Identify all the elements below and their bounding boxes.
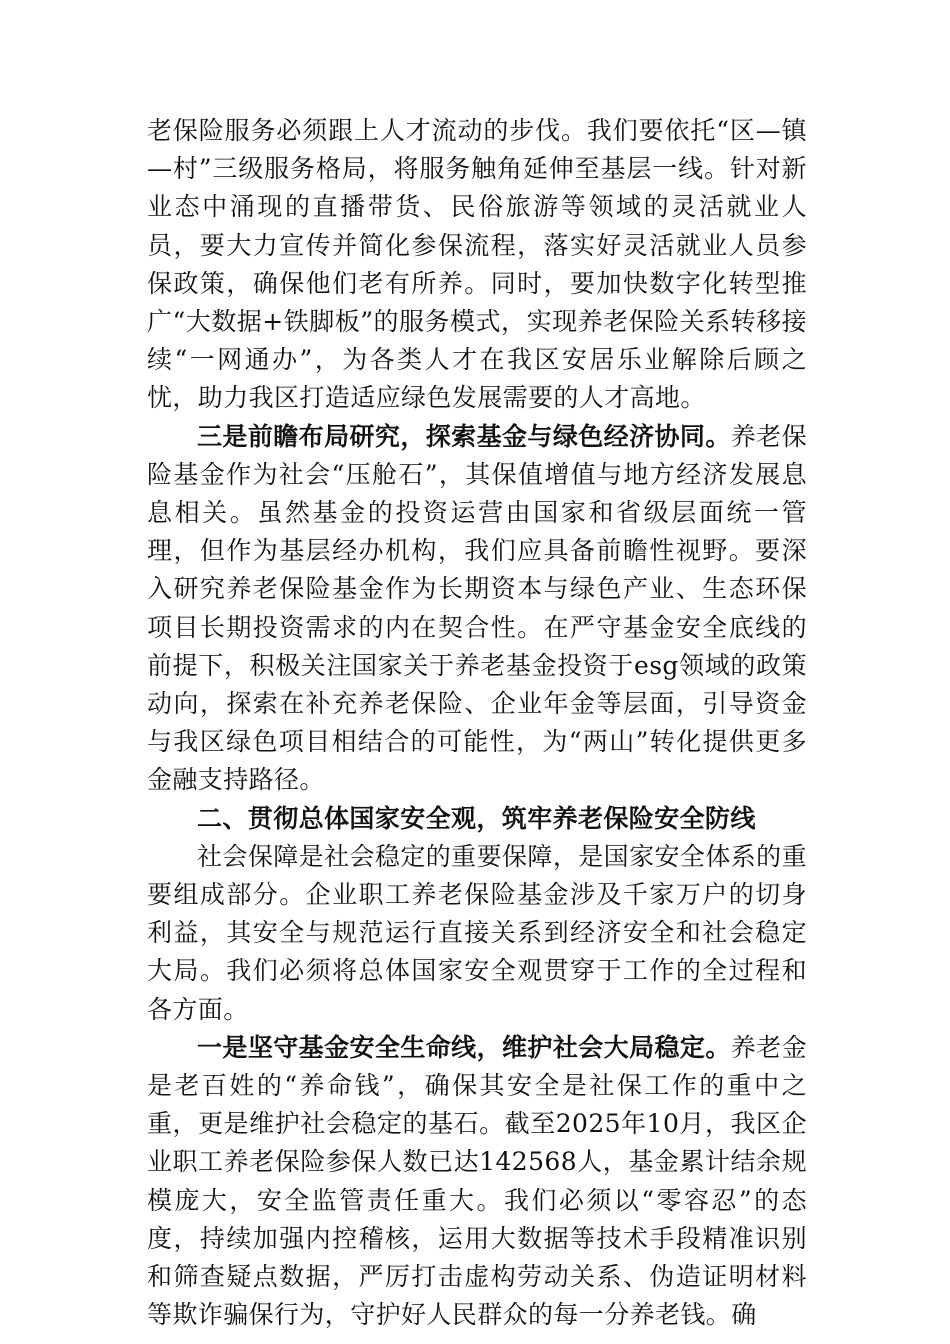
paragraph-4-lead: 一是坚守基金安全生命线，维护社会大局稳定。 (197, 1032, 731, 1062)
paragraph-2 (147, 418, 807, 800)
document-page (147, 112, 807, 1335)
paragraph-3 (147, 838, 807, 1029)
section-heading-2: 二、贯彻总体国家安全观，筑牢养老保险安全防线 (197, 803, 756, 833)
paragraph-2-lead: 三是前瞻布局研究，探索基金与绿色经济协同。 (197, 421, 731, 451)
paragraph-1-text: 老保险服务必须跟上人才流动的步伐。我们要依托“区—镇—村”三级服务格局，将服务触角延伸至基层一线。针对新业态中涌现的直播带货、民俗旅游等领域的灵活就业人员，要大力宣传并简化参保流程，落实好灵活就业人员参保政策，确保他们老有所养。同时，要加快数字化转型推广“大数据+铁脚板”的服务模式，实现养老保险关系转移接续“一网通办”，为各类人才在我区安居乐业解除后顾之忧，助力我区打造适应绿色发展需要的人才高地。 (147, 116, 807, 413)
paragraph-4 (147, 1029, 807, 1335)
paragraph-4-text: 养老金是老百姓的“养命钱”，确保其安全是社保工作的重中之重，更是维护社会稳定的基石。截至2025年10月，我区企业职工养老保险参保人数已达142568人，基金累计结余规模庞大，安全监管责任重大。我们必须以“零容忍”的态度，持续加强内控稽核，运用大数据等技术手段精准识别和筛查疑点数据，严厉打击虚构劳动关系、伪造证明材料等欺诈骗保行为，守护好人民群众的每一分养老钱。确 (147, 1032, 807, 1330)
paragraph-2-text: 养老保险基金作为社会“压舱石”，其保值增值与地方经济发展息息相关。虽然基金的投资运营由国家和省级层面统一管理，但作为基层经办机构，我们应具备前瞻性视野。要深入研究养老保险基金作为长期资本与绿色产业、生态环保项目长期投资需求的内在契合性。在严守基金安全底线的前提下，积极关注国家关于养老基金投资于esg领域的政策动向，探索在补充养老保险、企业年金等层面，引导资金与我区绿色项目相结合的可能性，为“两山”转化提供更多金融支持路径。 (147, 421, 807, 795)
paragraph-1 (147, 112, 807, 418)
paragraph-3-text: 社会保障是社会稳定的重要保障，是国家安全体系的重要组成部分。企业职工养老保险基金涉及千家万户的切身利益，其安全与规范运行直接关系到经济安全和社会稳定大局。我们必须将总体国家安全观贯穿于工作的全过程和各方面。 (147, 841, 807, 1024)
